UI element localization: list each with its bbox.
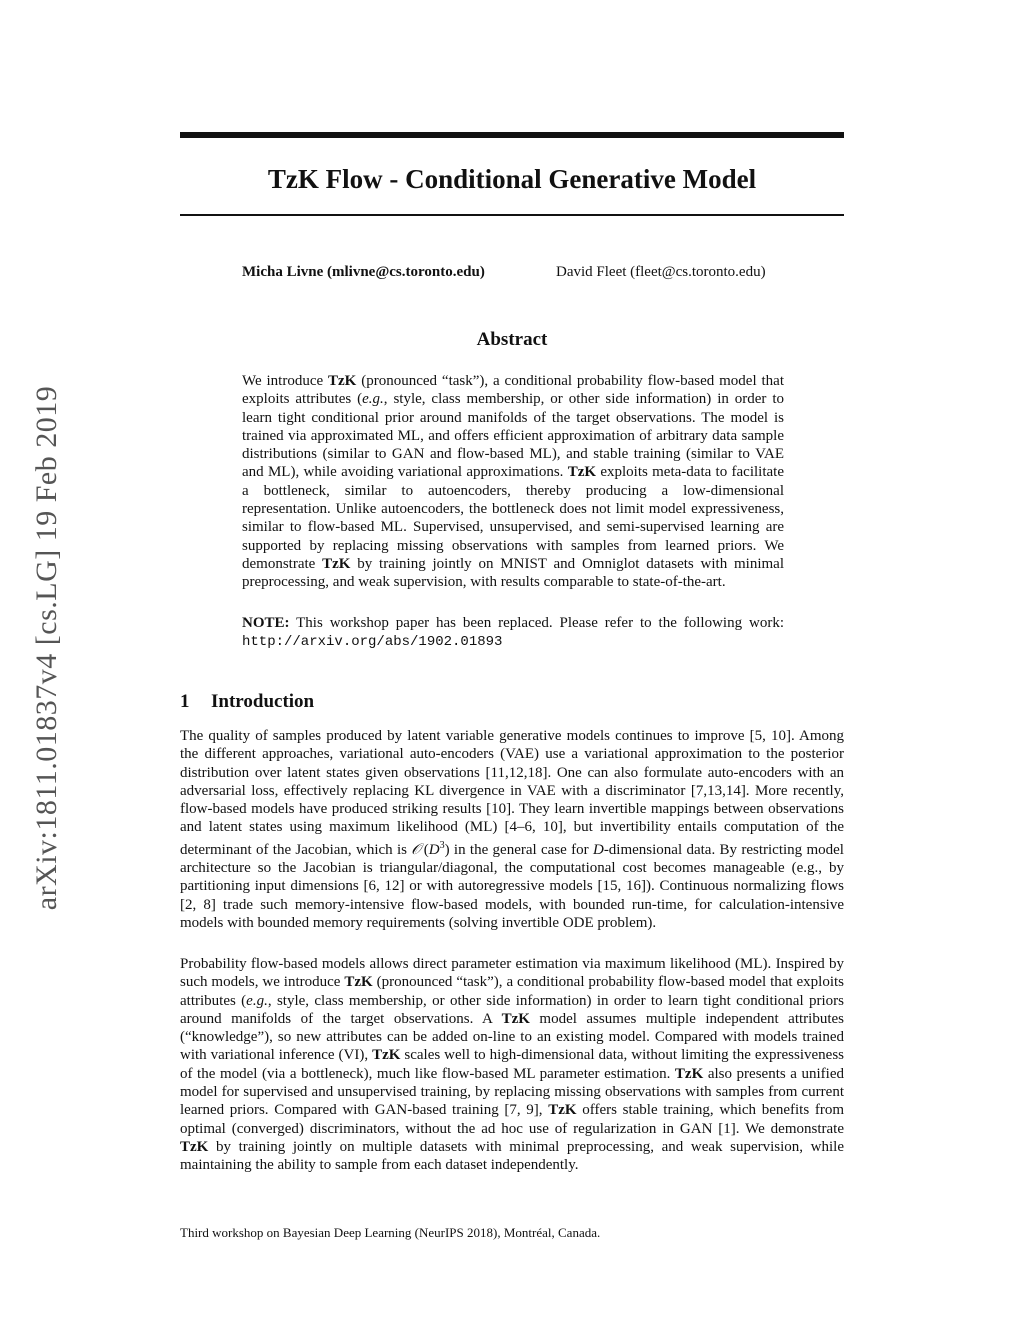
title-top-rule bbox=[180, 132, 844, 138]
abstract-heading: Abstract bbox=[476, 329, 548, 350]
note-label: NOTE: bbox=[242, 615, 290, 631]
workshop-footnote: Third workshop on Bayesian Deep Learning (NeurIPS 2018), Montréal, Canada. bbox=[180, 1225, 601, 1240]
section-number: 1 bbox=[180, 691, 190, 712]
author-2: David Fleet (fleet@cs.toronto.edu) bbox=[556, 264, 766, 280]
abstract-note: NOTE: This workshop paper has been replaced. Please refer to the following work: http://arxiv.org/abs/1902.01893 bbox=[242, 615, 784, 651]
intro-paragraph-2: Probability flow-based models allows direct parameter estimation via maximum likelihood (ML). Inspired by such models, we introduce TzK (pronounced “task”), a conditional probability flow-based model that exploits attributes (e.g., style, class membership, or other side information) in order to learn tight conditional priors around manifolds of the target observations. A TzK model assumes multiple independent attributes (“knowledge”), so new attributes can be added on-line to an existing model. Compared with models trained with variational inference (VI), TzK scales well to high-dimensional data, without limiting the expressiveness of the model (via a bottleneck), much like flow-based ML parameter estimation. TzK also presents a unified model for supervised and unsupervised training, by replacing missing observations with samples from current learned priors. Compared with GAN-based training [7, 9], TzK offers stable training, which benefits from optimal (converged) discriminators, without the ad hoc use of regularization in GAN [1]. We demonstrate TzK by training jointly on multiple datasets with minimal preprocessing, and weak supervision, while maintaining the ability to sample from each dataset independently. bbox=[180, 956, 845, 1174]
arxiv-side-stamp: arXiv:1811.01837v4 [cs.LG] 19 Feb 2019 bbox=[30, 385, 63, 911]
title-bottom-rule bbox=[180, 214, 844, 216]
abstract-body: We introduce TzK (pronounced “task”), a conditional probability flow-based model that exploits attributes (e.g., style, class membership, or other side information) in order to learn tight conditional prior around manifolds of the target observations. The model is trained via approximated ML, and offers efficient approximation of arbitrary data sample distributions (similar to GAN and flow-based ML), and stable training (similar to VAE and ML), while avoiding variational approximations. TzK exploits meta-data to facilitate a bottleneck, similar to autoencoders, thereby producing a low-dimensional representation. Unlike autoencoders, the bottleneck does not limit model expressiveness, similar to flow-based ML. Supervised, unsupervised, and semi-supervised learning are supported by replacing missing observations with samples from learned priors. We demonstrate TzK by training jointly on MNIST and Omniglot datasets with minimal preprocessing, and weak supervision, with results comparable to state-of-the-art. bbox=[242, 373, 784, 591]
author-1: Micha Livne (mlivne@cs.toronto.edu) bbox=[242, 264, 485, 280]
intro-paragraph-1: The quality of samples produced by latent variable generative models continues to improve [5, 10]. Among the different approaches, variational auto-encoders (VAE) use a variational approximation to the posterior distribution over latent states given observations [11,12,18]. One can also formulate auto-encoders with an adversarial loss, effectively replacing KL divergence in VAE with a discriminator [7,13,14]. More recently, flow-based models have produced striking results [10]. They learn invertible mappings between observations and latent states using maximum likelihood (ML) [4–6, 10], but invertibility entails computation of the determinant of the Jacobian, which is 𝒪 $(D^3)$ in the general case for D-dimensional data. By restricting model architecture so the Jacobian is triangular/diagonal, the computational cost becomes manageable (e.g., by partitioning input dimensions [6, 12] or with autoregressive models [15, 16]). Continuous normalizing flows [2, 8] trade such memory-intensive flow-based models, with bounded run-time, for calculation-intensive models with bounded memory requirements (solving invertible ODE problem). bbox=[180, 728, 844, 931]
note-link[interactable]: http://arxiv.org/abs/1902.01893 bbox=[242, 634, 503, 651]
big-o-expression: 𝒪 $(D^3)$ bbox=[411, 839, 450, 858]
paper-title: TzK Flow - Conditional Generative Model bbox=[267, 164, 757, 194]
section-heading-introduction bbox=[180, 689, 844, 715]
section-title: Introduction bbox=[211, 691, 315, 712]
